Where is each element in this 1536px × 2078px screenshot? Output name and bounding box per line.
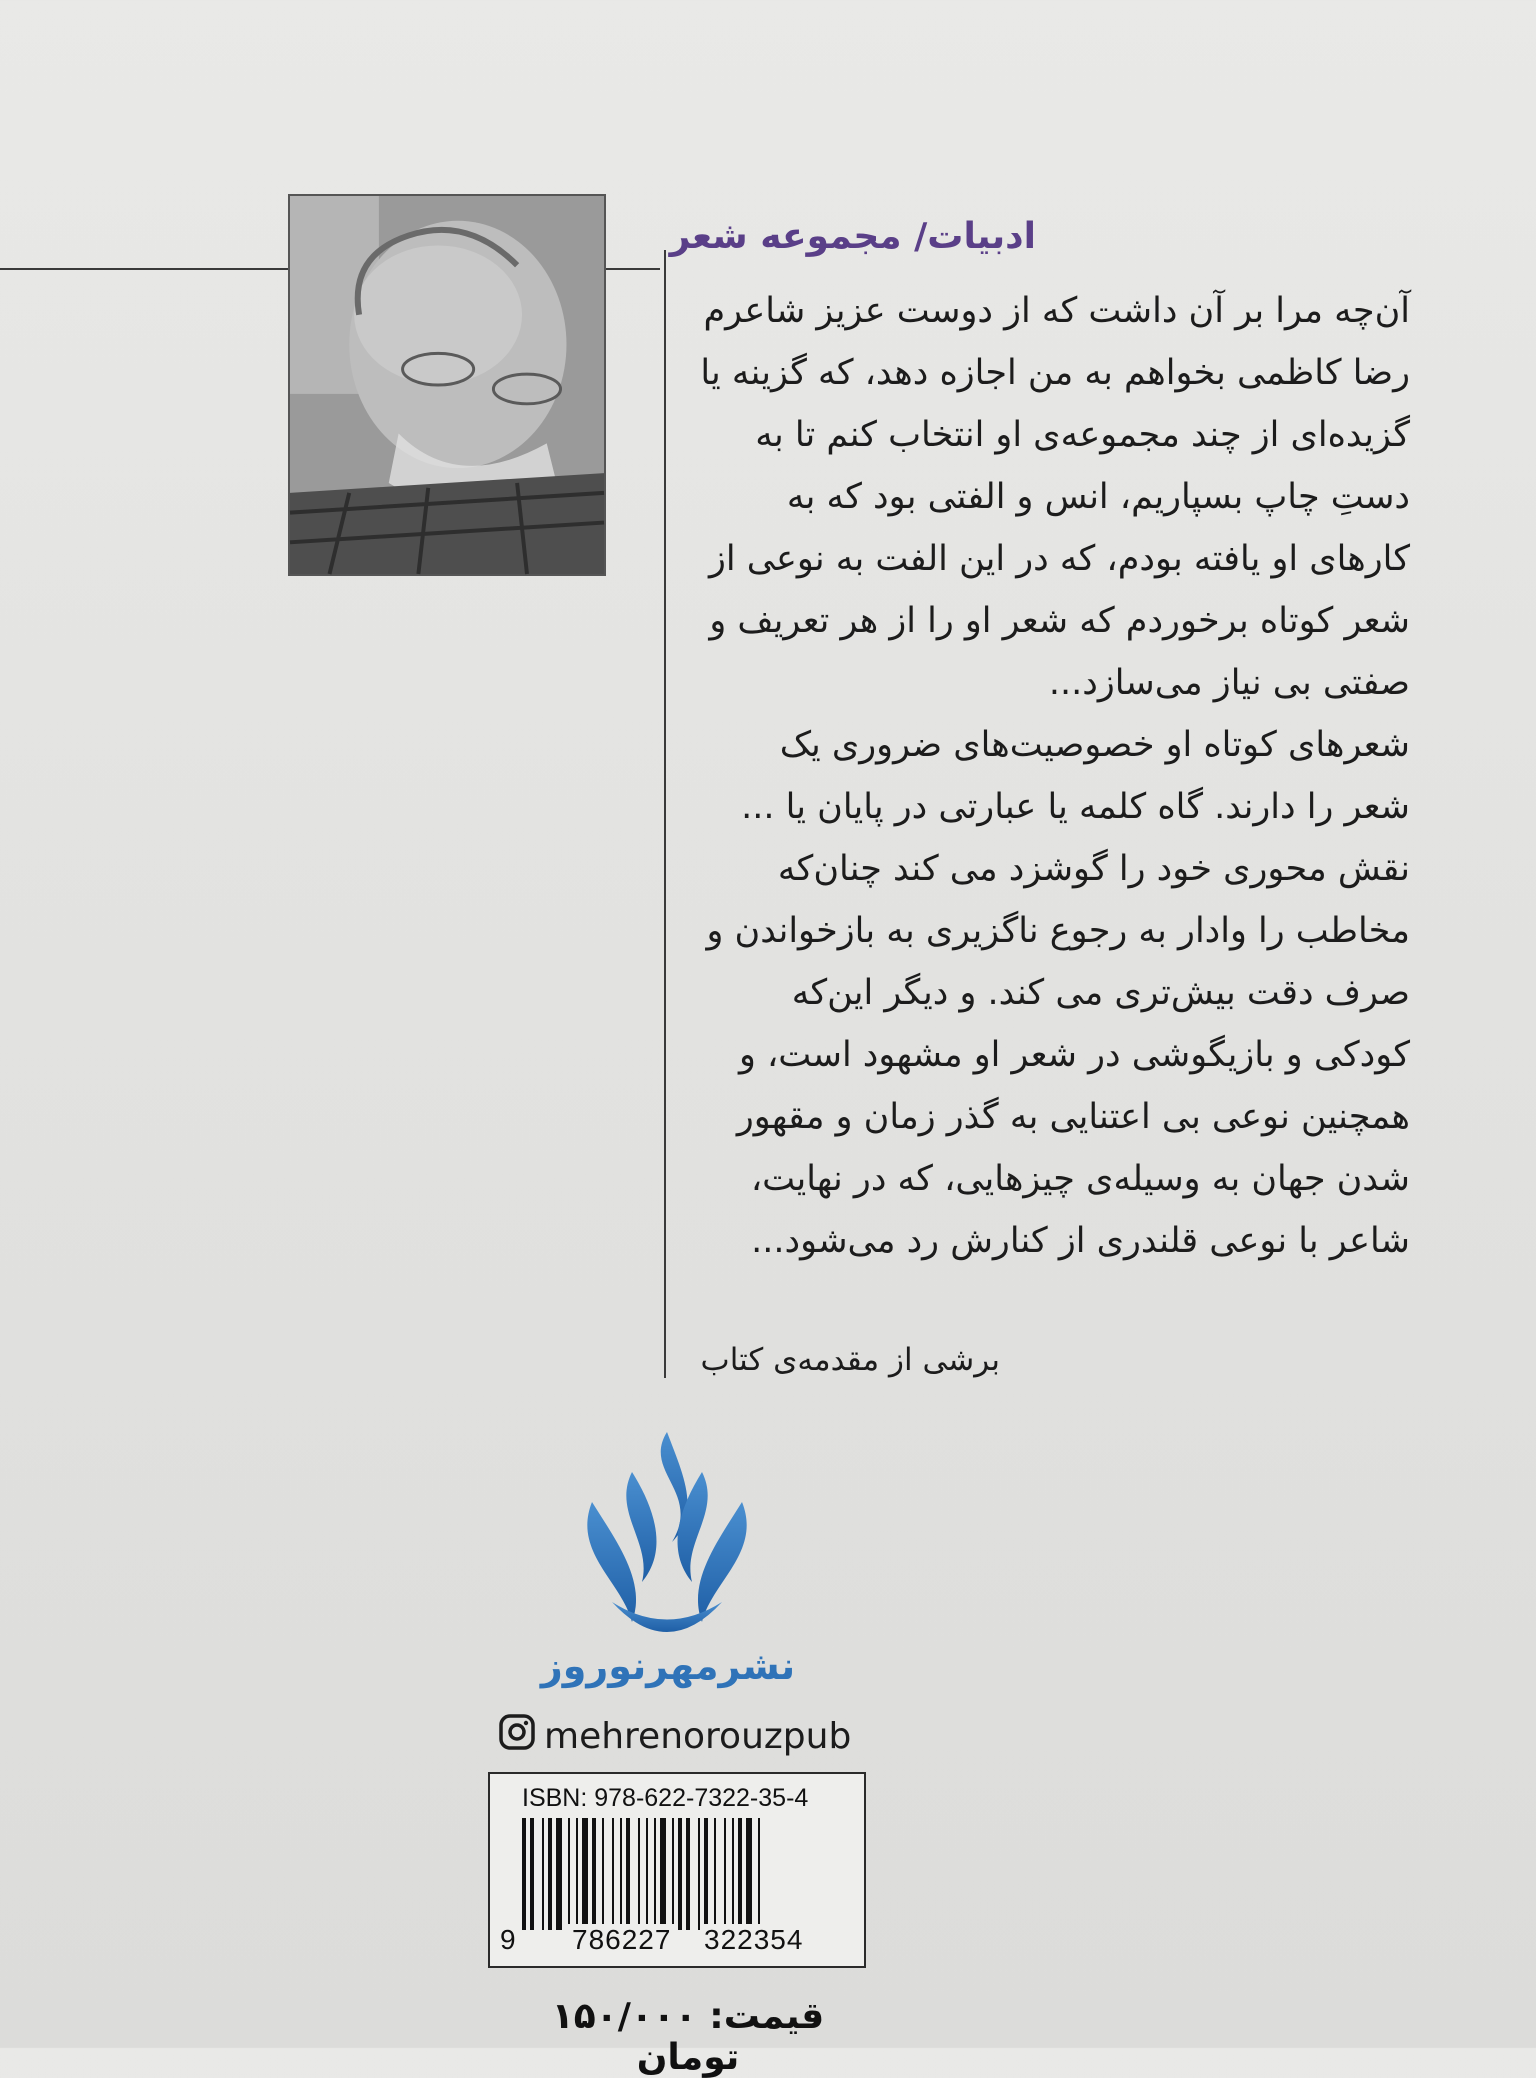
excerpt-note: برشی از مقدمه‌ی کتاب	[700, 1342, 1000, 1378]
price-label: قیمت: ۱۵۰/۰۰۰ تومان	[551, 1996, 825, 2078]
barcode-bars	[520, 1818, 840, 1930]
blurb-line: شعر کوتاه برخوردم که شعر او را از هر تعریف و	[709, 601, 1410, 641]
barcode-left-digits: 786227	[568, 1924, 675, 1956]
barcode-lead-digit: 9	[500, 1924, 516, 1955]
blurb-text	[690, 280, 1410, 1272]
blurb-line: صرف دقت بیش‌تری می کند. و دیگر این‌که	[791, 973, 1410, 1013]
blurb-line: شاعر با نوعی قلندری از کنارش رد می‌شود...	[751, 1221, 1410, 1261]
author-photo	[288, 194, 606, 576]
blurb-line: صفتی بی نیاز می‌سازد...	[1048, 663, 1410, 703]
barcode	[488, 1772, 866, 1968]
publisher-name: نشرمهرنوروز	[540, 1644, 796, 1688]
blurb-line: شعرهای کوتاه او خصوصیت‌های ضروری یک	[779, 725, 1410, 765]
blurb-line: نقش محوری خود را گوشزد می کند چنان‌که	[777, 849, 1410, 889]
blurb-line: گزیده‌ای از چند مجموعه‌ی او انتخاب کنم تا به	[755, 415, 1410, 455]
blurb-line: شعر را دارند. گاه کلمه یا عبارتی در پایان یا ...	[741, 787, 1410, 827]
blurb-line: همچنین نوعی بی اعتنایی به گذر زمان و مقهور	[736, 1097, 1410, 1137]
instagram-icon	[498, 1713, 536, 1760]
vertical-rule	[664, 250, 666, 1378]
isbn-label: ISBN: 978-622-7322-35-4	[522, 1784, 809, 1812]
barcode-right-digits: 322354	[700, 1924, 807, 1956]
instagram-link[interactable]	[498, 1712, 851, 1760]
blurb-line: دستِ چاپ بسپاریم، انس و الفتی بود که به	[786, 477, 1410, 517]
blurb-line: رضا کاظمی بخواهم به من اجازه دهد، که گزینه یا	[700, 353, 1410, 393]
blurb-line: شدن جهان به وسیله‌ی چیزهایی، که در نهایت،	[750, 1159, 1410, 1199]
category-heading: ادبیات/ مجموعه شعر	[669, 216, 1036, 257]
blurb-line: کودکی و بازیگوشی در شعر او مشهود است، و	[738, 1035, 1410, 1075]
blurb-line: مخاطب را وادار به رجوع ناگزیری به بازخواندن و	[706, 911, 1410, 951]
lotus-flame-logo	[572, 1432, 762, 1646]
blurb-line: آن‌چه مرا بر آن داشت که از دوست عزیز شاعرم	[703, 291, 1410, 331]
blurb-line: کارهای او یافته بودم، که در این الفت به نوعی از	[709, 539, 1410, 579]
instagram-handle: mehrenorouzpub	[544, 1715, 852, 1757]
